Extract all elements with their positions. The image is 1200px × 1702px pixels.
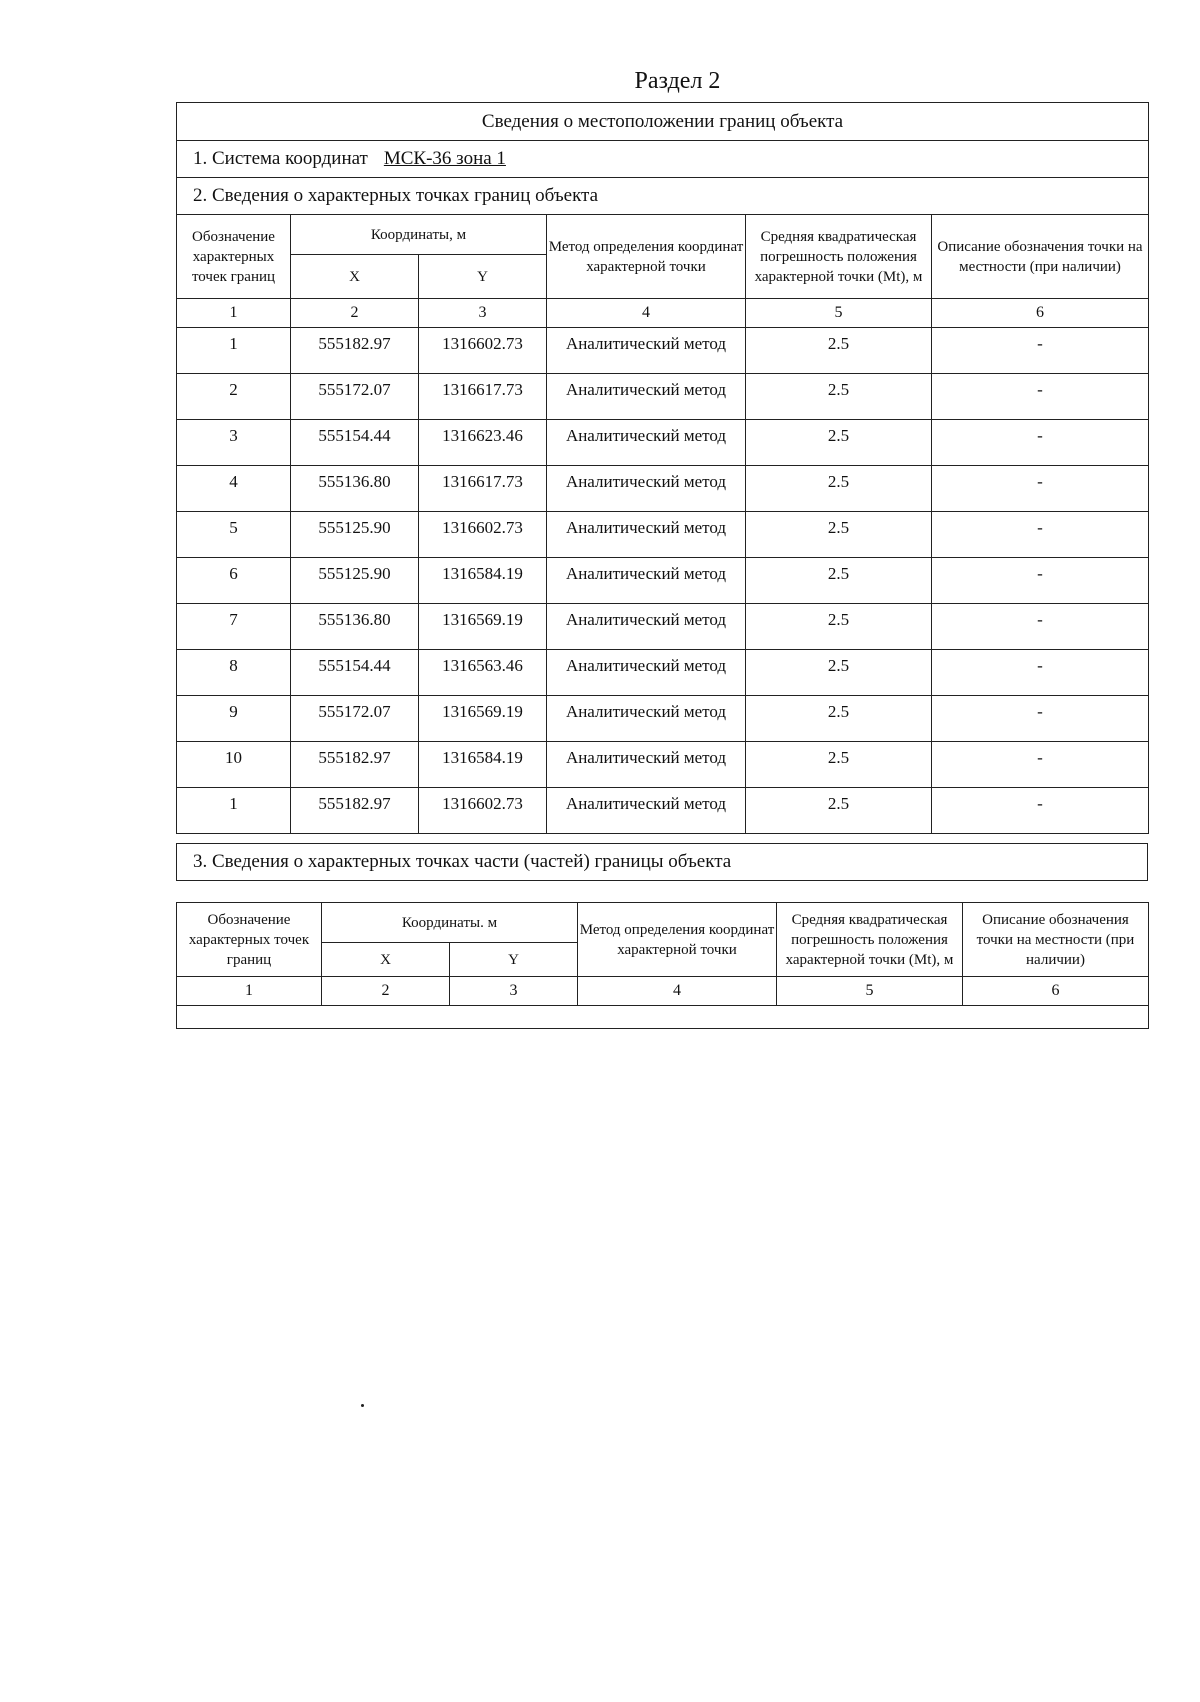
y-coordinate-cell: 1316617.73 (419, 374, 547, 420)
column-number: 6 (932, 299, 1149, 328)
error-cell: 2.5 (746, 742, 932, 788)
method-cell: Аналитический метод (547, 788, 746, 834)
y-coordinate-cell: 1316569.19 (419, 604, 547, 650)
error-cell: 2.5 (746, 558, 932, 604)
table-row (177, 328, 1149, 374)
x-coordinate-cell: 555182.97 (291, 328, 419, 374)
description-cell: - (932, 742, 1149, 788)
y-coordinate-cell: 1316584.19 (419, 558, 547, 604)
coord-system-label: 1. Система координат (193, 148, 368, 169)
stray-mark (361, 1404, 364, 1407)
points-section-title: 2. Сведения о характерных точках границ объекта (177, 178, 1149, 215)
method-cell: Аналитический метод (547, 420, 746, 466)
y-coordinate-cell: 1316623.46 (419, 420, 547, 466)
x-coordinate-cell: 555154.44 (291, 420, 419, 466)
method-cell: Аналитический метод (547, 512, 746, 558)
description-cell: - (932, 788, 1149, 834)
header-y: Y (419, 255, 547, 299)
column-number: 3 (450, 977, 578, 1006)
section3-title: 3. Сведения о характерных точках части (частей) границы объекта (176, 843, 1148, 881)
parts-column-numbers-row (177, 977, 1149, 1006)
description-cell: - (932, 558, 1149, 604)
x-coordinate-cell: 555172.07 (291, 696, 419, 742)
table-row (177, 650, 1149, 696)
point-number-cell: 8 (177, 650, 291, 696)
method-cell: Аналитический метод (547, 328, 746, 374)
point-number-cell: 4 (177, 466, 291, 512)
column-number: 1 (177, 299, 291, 328)
point-number-cell: 1 (177, 788, 291, 834)
parts-empty-row (177, 1006, 1149, 1029)
description-cell: - (932, 650, 1149, 696)
description-cell: - (932, 466, 1149, 512)
y-coordinate-cell: 1316584.19 (419, 742, 547, 788)
parts-header-x: X (322, 943, 450, 977)
table-row (177, 788, 1149, 834)
error-cell: 2.5 (746, 328, 932, 374)
column-numbers-row (177, 299, 1149, 328)
parts-header-coords: Координаты. м (322, 903, 578, 943)
parts-header-method: Метод определения координат характерной точки (578, 903, 777, 977)
point-number-cell: 1 (177, 328, 291, 374)
parts-table (176, 902, 1149, 1029)
y-coordinate-cell: 1316602.73 (419, 328, 547, 374)
x-coordinate-cell: 555182.97 (291, 742, 419, 788)
description-cell: - (932, 512, 1149, 558)
section-caption: Сведения о местоположении границ объекта (177, 103, 1149, 141)
header-x: X (291, 255, 419, 299)
description-cell: - (932, 328, 1149, 374)
column-number: 3 (419, 299, 547, 328)
method-cell: Аналитический метод (547, 604, 746, 650)
column-number: 5 (746, 299, 932, 328)
method-cell: Аналитический метод (547, 558, 746, 604)
header-description: Описание обозначения точки на местности (при наличии) (932, 215, 1149, 299)
coord-system-value: МСК-36 зона 1 (383, 148, 506, 169)
table-row (177, 374, 1149, 420)
x-coordinate-cell: 555125.90 (291, 558, 419, 604)
x-coordinate-cell: 555172.07 (291, 374, 419, 420)
point-number-cell: 10 (177, 742, 291, 788)
header-coords: Координаты, м (291, 215, 547, 255)
table-row (177, 604, 1149, 650)
description-cell: - (932, 374, 1149, 420)
table-row (177, 558, 1149, 604)
header-error: Средняя квадратическая погрешность положения характерной точки (Mt), м (746, 215, 932, 299)
column-number: 2 (322, 977, 450, 1006)
x-coordinate-cell: 555182.97 (291, 788, 419, 834)
description-cell: - (932, 420, 1149, 466)
parts-header-description: Описание обозначения точки на местности (при наличии) (963, 903, 1149, 977)
method-cell: Аналитический метод (547, 742, 746, 788)
x-coordinate-cell: 555136.80 (291, 466, 419, 512)
error-cell: 2.5 (746, 604, 932, 650)
description-cell: - (932, 604, 1149, 650)
column-number: 4 (547, 299, 746, 328)
y-coordinate-cell: 1316617.73 (419, 466, 547, 512)
column-number: 1 (177, 977, 322, 1006)
column-number: 4 (578, 977, 777, 1006)
description-cell: - (932, 696, 1149, 742)
error-cell: 2.5 (746, 788, 932, 834)
column-number: 6 (963, 977, 1149, 1006)
error-cell: 2.5 (746, 466, 932, 512)
point-number-cell: 7 (177, 604, 291, 650)
x-coordinate-cell: 555136.80 (291, 604, 419, 650)
point-number-cell: 2 (177, 374, 291, 420)
x-coordinate-cell: 555125.90 (291, 512, 419, 558)
error-cell: 2.5 (746, 512, 932, 558)
point-number-cell: 5 (177, 512, 291, 558)
y-coordinate-cell: 1316602.73 (419, 512, 547, 558)
error-cell: 2.5 (746, 420, 932, 466)
table-row (177, 466, 1149, 512)
column-number: 2 (291, 299, 419, 328)
coordinates-block (176, 102, 1148, 834)
table-row (177, 696, 1149, 742)
column-number: 5 (777, 977, 963, 1006)
x-coordinate-cell: 555154.44 (291, 650, 419, 696)
method-cell: Аналитический метод (547, 650, 746, 696)
parts-header-error: Средняя квадратическая погрешность положения характерной точки (Mt), м (777, 903, 963, 977)
parts-header-designation: Обозначение характерных точек границ (177, 903, 322, 977)
point-number-cell: 6 (177, 558, 291, 604)
point-number-cell: 3 (177, 420, 291, 466)
method-cell: Аналитический метод (547, 696, 746, 742)
table-row (177, 512, 1149, 558)
parts-block (176, 902, 1148, 1029)
coord-system-row (177, 141, 1149, 178)
error-cell: 2.5 (746, 650, 932, 696)
boundary-info-table (176, 102, 1149, 834)
y-coordinate-cell: 1316563.46 (419, 650, 547, 696)
table-row (177, 420, 1149, 466)
method-cell: Аналитический метод (547, 374, 746, 420)
parts-header-y: Y (450, 943, 578, 977)
header-method: Метод определения координат характерной точки (547, 215, 746, 299)
header-designation: Обозначение характерных точек границ (177, 215, 291, 299)
table-row (177, 742, 1149, 788)
page-title: Раздел 2 (634, 68, 721, 94)
point-number-cell: 9 (177, 696, 291, 742)
empty-cell (177, 1006, 1149, 1029)
error-cell: 2.5 (746, 374, 932, 420)
y-coordinate-cell: 1316602.73 (419, 788, 547, 834)
method-cell: Аналитический метод (547, 466, 746, 512)
error-cell: 2.5 (746, 696, 932, 742)
points-table-body (177, 328, 1149, 834)
y-coordinate-cell: 1316569.19 (419, 696, 547, 742)
